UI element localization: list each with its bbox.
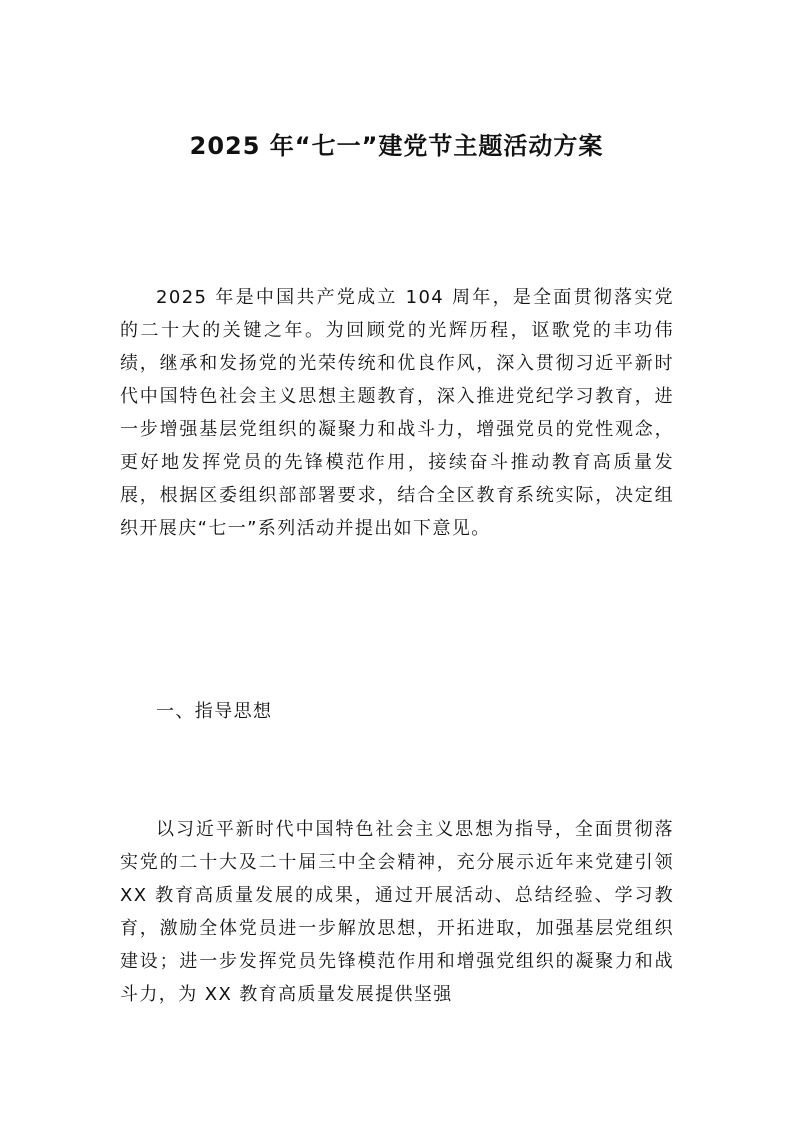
document-title: 2025 年“七一”建党节主题活动方案 (189, 132, 604, 160)
section-body-guiding-ideology: 以习近平新时代中国特色社会主义思想为指导，全面贯彻落实党的二十大及二十届三中全会精神，充分展示近年来党建引领 XX 教育高质量发展的成果，通过开展活动、总结经验、学习教育，激励全体党员进一步解放思想，开拓进取，加强基层党组织建设；进一步发挥党员先锋模范作用和增强党组织的凝聚力和战斗力，为 XX 教育高质量发展提供坚强 (120, 819, 674, 1005)
section-heading-guiding-ideology: 一、指导思想 (156, 701, 273, 722)
intro-paragraph: 2025 年是中国共产党成立 104 周年，是全面贯彻落实党的二十大的关键之年。为回顾党的光辉历程，讴歌党的丰功伟绩，继承和发扬党的光荣传统和优良作风，深入贯彻习近平新时代中国特色社会主义思想主题教育，深入推进党纪学习教育，进一步增强基层党组织的凝聚力和战斗力，增强党员的党性观念，更好地发挥党员的先锋模范作用，接续奋斗推动教育高质量发展，根据区委组织部部署要求，结合全区教育系统实际，决定组织开展庆“七一”系列活动并提出如下意见。 (120, 287, 674, 539)
